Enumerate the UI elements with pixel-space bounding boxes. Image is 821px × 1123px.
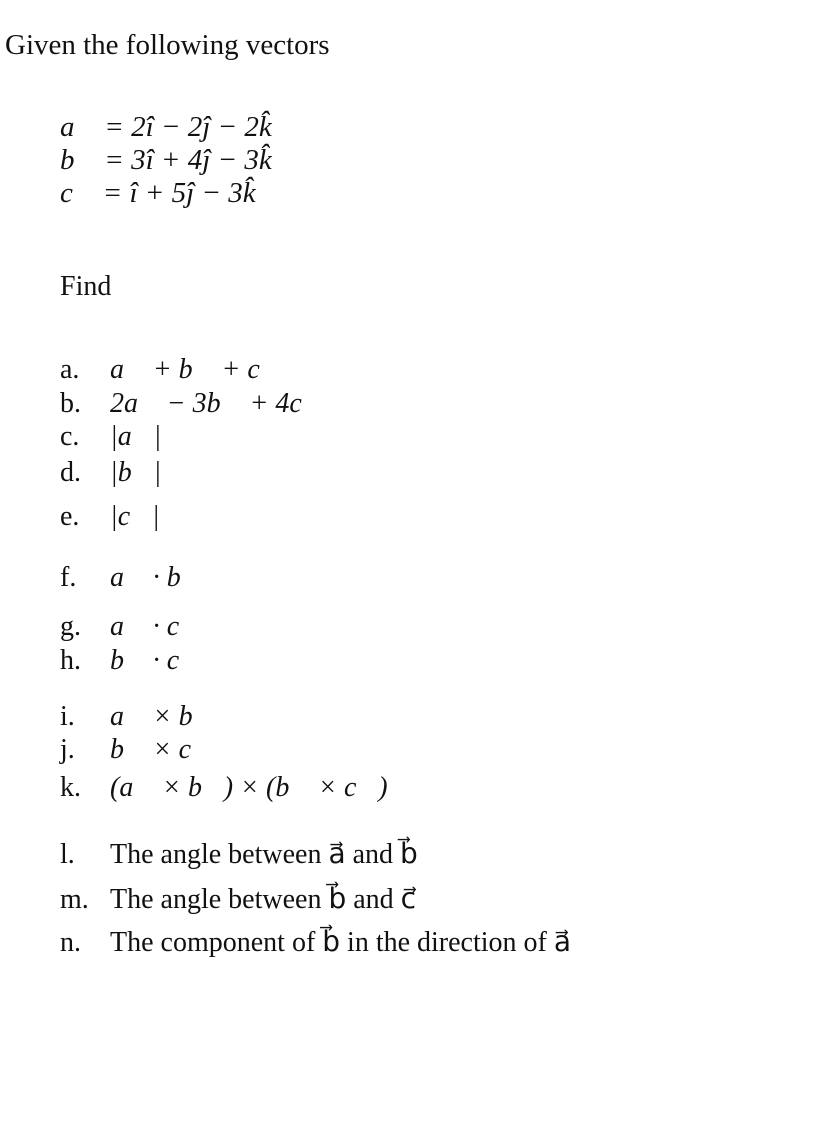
question-item (60, 387, 324, 421)
item-expression: b⃗ × c⃗ (110, 734, 213, 765)
vector-a-definition: a⃗ = 2î − 2ĵ − 2k̂ (60, 111, 272, 143)
vector-c-definition: c⃗ = î + 5ĵ − 3k̂ (60, 177, 256, 209)
item-label: b. (60, 388, 81, 419)
item-expression: a⃗ × b⃗ (110, 701, 215, 732)
item-expression: a⃗ · c⃗ (110, 611, 201, 642)
question-item (60, 353, 282, 387)
question-item (60, 838, 418, 872)
item-label: j. (60, 734, 75, 765)
item-label: g. (60, 611, 81, 642)
item-label: a. (60, 354, 80, 385)
question-item (60, 500, 160, 534)
item-label: d. (60, 457, 81, 488)
item-label: n. (60, 927, 81, 958)
page-title: Given the following vectors (5, 29, 330, 61)
item-expression: b⃗ · c⃗ (110, 645, 201, 676)
item-expression: (a⃗ × b⃗) × (b⃗ × c⃗) (110, 772, 388, 803)
item-text: The component of b⃗ in the direction of a⃗ (110, 927, 572, 958)
item-label: i. (60, 701, 75, 732)
item-label: c. (60, 421, 80, 452)
item-expression: |c⃗| (110, 501, 160, 532)
item-text: The angle between b⃗ and c⃗ (110, 884, 417, 915)
question-item (60, 926, 571, 960)
question-item (60, 733, 213, 767)
item-label: k. (60, 772, 81, 803)
item-label: f. (60, 562, 77, 593)
find-heading: Find (60, 271, 112, 302)
question-item (60, 771, 388, 805)
item-expression: a⃗ + b⃗ + c⃗ (110, 354, 282, 385)
question-item (60, 456, 161, 490)
question-item (60, 700, 214, 734)
item-label: e. (60, 501, 80, 532)
item-label: l. (60, 839, 75, 870)
question-item (60, 644, 201, 678)
question-item (60, 610, 201, 644)
item-label: h. (60, 645, 81, 676)
vector-b-definition: b⃗ = 3î + 4ĵ − 3k̂ (60, 144, 272, 176)
question-item (60, 883, 416, 917)
item-expression: |b⃗| (110, 457, 162, 488)
question-item (60, 420, 161, 454)
question-item (60, 561, 203, 595)
item-expression: |a⃗| (110, 421, 162, 452)
item-expression: a⃗ · b⃗ (110, 562, 203, 593)
item-label: m. (60, 884, 89, 915)
item-text: The angle between a⃗ and b⃗ (110, 839, 418, 870)
item-expression: 2a⃗ − 3b⃗ + 4c⃗ (110, 388, 324, 419)
